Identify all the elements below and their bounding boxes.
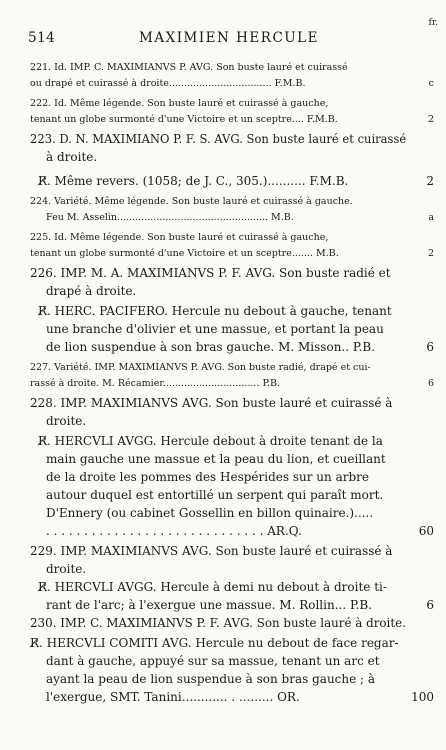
value-column-entry: 2 <box>426 174 434 188</box>
value-column-entry: 6 <box>426 340 434 354</box>
line-text: rant de l'arc; à l'exergue une massue. M. Rollin... P.B. <box>46 598 373 612</box>
text-line <box>0 414 446 434</box>
line-text: R̸. HERCVLI COMITI AVG. Hercule nu debout de face regar- <box>30 636 399 650</box>
text-line <box>0 378 446 398</box>
value-column-entry: 2 <box>427 114 434 125</box>
text-line <box>0 544 446 564</box>
line-text: rassé à droite. M. Récamier................................ P.B. <box>30 378 280 389</box>
text-line <box>0 598 446 618</box>
line-text: . . . . . . . . . . . . . . . . . . . . . . . . . . . . . AR.Q. <box>46 524 302 538</box>
value-column-entry: a <box>428 212 434 223</box>
line-text: tenant un globe surmonté d'une Victoire et un sceptre....... M.B. <box>30 248 339 259</box>
line-text: R̸. HERC. PACIFERO. Hercule nu debout à gauche, tenant <box>38 304 392 318</box>
text-line <box>0 132 446 152</box>
text-line <box>0 78 446 98</box>
line-text: à droite. <box>46 150 98 164</box>
line-text: 222. Id. Même légende. Son buste lauré et cuirassé à gauche, <box>30 98 329 109</box>
line-text: l'exergue, SMT. Tanini............ . ......... OR. <box>46 690 300 704</box>
text-line <box>0 636 446 656</box>
line-text: une branche d'olivier et une massue, et portant la peau <box>46 322 384 336</box>
text-line <box>0 452 446 472</box>
value-column-entry: 2 <box>427 248 434 259</box>
text-line <box>0 506 446 526</box>
value-column-entry: 100 <box>411 690 434 704</box>
text-line <box>0 654 446 674</box>
value-column-entry: 60 <box>418 524 434 538</box>
line-text: tenant un globe surmonté d'une Victoire et un sceptre.... F.M.B. <box>30 114 338 125</box>
line-text: main gauche une massue et la peau du lion, et cueillant <box>46 452 386 466</box>
line-text: autour duquel est entortillé un serpent qui paraît mort. <box>46 488 384 502</box>
text-line <box>0 340 446 360</box>
text-line <box>0 434 446 454</box>
text-line <box>0 672 446 692</box>
line-text: 228. IMP. MAXIMIANVS AVG. Son buste lauré et cuirassé à <box>30 396 393 410</box>
text-line <box>0 616 446 636</box>
line-text: 229. IMP. MAXIMIANVS AVG. Son buste lauré et cuirassé à <box>30 544 393 558</box>
line-text: dant à gauche, appuyé sur sa massue, tenant un arc et <box>46 654 380 668</box>
text-line <box>0 212 446 232</box>
line-text: 230. IMP. C. MAXIMIANVS P. F. AVG. Son buste lauré à droite. <box>30 616 406 630</box>
line-text: 223. D. N. MAXIMIANO P. F. S. AVG. Son buste lauré et cuirassé <box>30 132 407 146</box>
text-line <box>0 562 446 582</box>
text-line <box>0 284 446 304</box>
value-column-entry: c <box>428 78 434 89</box>
line-text: 221. Id. IMP. C. MAXIMIANVS P. AVG. Son buste lauré et cuirassé <box>30 62 348 73</box>
page-header <box>28 30 430 50</box>
line-text: R̸. HERCVLI AVGG. Hercule debout à droite tenant de la <box>38 434 383 448</box>
page-number: 514 <box>28 30 56 46</box>
value-column-label: fr. <box>428 18 438 28</box>
line-text: 225. Id. Même légende. Son buste lauré et cuirassé à gauche, <box>30 232 329 243</box>
line-text: ou drapé et cuirassé à droite.................................. F.M.B. <box>30 78 306 89</box>
text-line <box>0 488 446 508</box>
line-text: droite. <box>46 562 87 576</box>
value-column-entry: 6 <box>426 598 434 612</box>
page-title: MAXIMIEN HERCULE <box>139 30 319 46</box>
text-line <box>0 470 446 490</box>
text-line <box>0 266 446 286</box>
line-text: R̸. Même revers. (1058; de J. C., 305.).......... F.M.B. <box>38 174 349 188</box>
line-text: ayant la peau de lion suspendue à son bras gauche ; à <box>46 672 376 686</box>
line-text: de la droite les pommes des Hespérides sur un arbre <box>46 470 369 484</box>
text-line <box>0 524 446 544</box>
line-text: 226. IMP. M. A. MAXIMIANVS P. F. AVG. Son buste radié et <box>30 266 391 280</box>
line-text: 227. Variété. IMP. MAXIMIANVS P. AVG. Son buste radié, drapé et cui- <box>30 362 371 373</box>
line-text: Feu M. Asselin.................................................. M.B. <box>46 212 294 223</box>
line-text: droite. <box>46 414 87 428</box>
text-line <box>0 150 446 170</box>
text-line <box>0 690 446 710</box>
text-line <box>0 174 446 194</box>
line-text: 224. Variété. Même légende. Son buste lauré et cuirassé à gauche. <box>30 196 353 207</box>
text-line <box>0 114 446 134</box>
text-line <box>0 248 446 268</box>
line-text: de lion suspendue à son bras gauche. M. Misson.. P.B. <box>46 340 375 354</box>
text-line <box>0 580 446 600</box>
line-text: drapé à droite. <box>46 284 137 298</box>
value-column-entry: 6 <box>427 378 434 389</box>
line-text: R̸. HERCVLI AVGG. Hercule à demi nu debout à droite ti- <box>38 580 387 594</box>
text-line <box>0 304 446 324</box>
text-line <box>0 322 446 342</box>
line-text: D'Ennery (ou cabinet Gossellin en billon quinaire.)..... <box>46 506 374 520</box>
text-line <box>0 396 446 416</box>
